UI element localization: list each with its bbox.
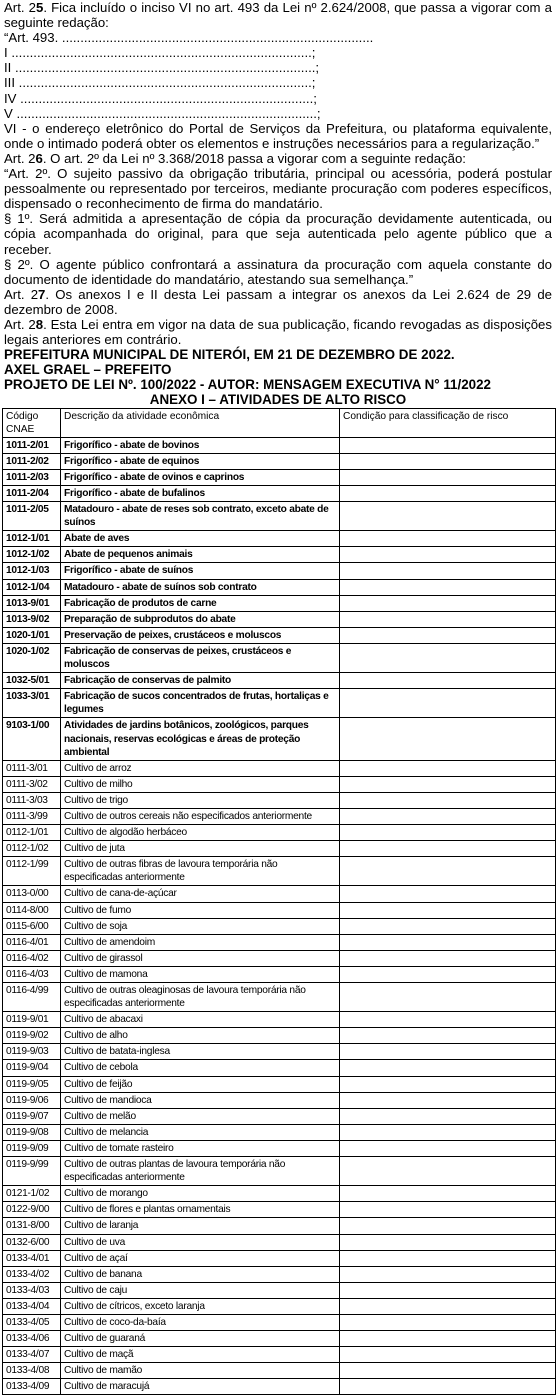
table-row xyxy=(3,776,556,792)
table-row xyxy=(3,934,556,950)
table-row xyxy=(3,579,556,595)
cnae-code-cell: 0119-9/07 xyxy=(3,1108,61,1124)
activity-description-cell: Matadouro - abate de reses sob contrato, exceto abate de suínos xyxy=(61,502,340,531)
activity-description-cell: Cultivo de juta xyxy=(61,841,340,857)
table-row xyxy=(3,611,556,627)
risk-condition-cell xyxy=(340,918,556,934)
table-row xyxy=(3,966,556,982)
paragraph: IV ................................................................................; xyxy=(4,90,317,106)
cnae-code-cell: 0116-4/02 xyxy=(3,950,61,966)
activity-description-cell: Atividades de jardins botânicos, zoológicos, parques nacionais, reservas ecológicas e áreas de proteção ambiental xyxy=(61,718,340,760)
risk-condition-cell xyxy=(340,1363,556,1379)
cnae-code-cell: 1020-1/01 xyxy=(3,627,61,643)
cnae-code-cell: 1032-5/01 xyxy=(3,673,61,689)
table-row xyxy=(3,983,556,1012)
cnae-code-cell: 1011-2/02 xyxy=(3,453,61,469)
risk-condition-cell xyxy=(340,1282,556,1298)
risk-condition-cell xyxy=(340,1092,556,1108)
activity-description-cell: Frigorífico - abate de equinos xyxy=(61,453,340,469)
article-text: . Esta Lei entra em vigor na data de sua publicação, ficando revogadas as disposições legais anteriores em contrário. xyxy=(4,316,552,348)
paragraph: “Art. 493. ..................................................................................... xyxy=(4,30,374,46)
activity-description-cell: Cultivo de alho xyxy=(61,1028,340,1044)
activity-description-cell: Cultivo de fumo xyxy=(61,902,340,918)
risk-condition-cell xyxy=(340,689,556,718)
risk-condition-cell xyxy=(340,611,556,627)
risk-condition-cell xyxy=(340,1202,556,1218)
cnae-code-cell: 1033-3/01 xyxy=(3,689,61,718)
cnae-code-cell: 0122-9/00 xyxy=(3,1202,61,1218)
cnae-code-cell: 0111-3/02 xyxy=(3,776,61,792)
activity-description-cell: Cultivo de outras fibras de lavoura temporária não especificadas anteriormente xyxy=(61,857,340,886)
risk-condition-cell xyxy=(340,1314,556,1330)
cnae-code-cell: 0133-4/01 xyxy=(3,1250,61,1266)
table-row xyxy=(3,808,556,824)
risk-condition-cell xyxy=(340,776,556,792)
activity-description-cell: Cultivo de banana xyxy=(61,1266,340,1282)
activity-description-cell: Abate de pequenos animais xyxy=(61,547,340,563)
article-prefix: Art. 2 xyxy=(4,286,39,302)
activity-description-cell: Cultivo de outros cereais não especificados anteriormente xyxy=(61,808,340,824)
risk-condition-cell xyxy=(340,902,556,918)
article-text: . Os anexos I e II desta Lei passam a integrar os anexos da Lei 2.624 de 29 de dezembro de 2008. xyxy=(4,286,553,317)
table-row xyxy=(3,486,556,502)
risk-condition-cell xyxy=(340,792,556,808)
article-prefix: Art. 2 xyxy=(4,316,36,332)
prefeitura-line: PREFEITURA MUNICIPAL DE NITERÓI, EM 21 DE DEZEMBRO DE 2022. xyxy=(4,347,455,363)
paragraph: II ..................................................................................; xyxy=(4,60,320,76)
table-row xyxy=(3,1363,556,1379)
risk-condition-cell xyxy=(340,1298,556,1314)
activity-description-cell: Cultivo de laranja xyxy=(61,1218,340,1234)
risk-condition-cell xyxy=(340,1157,556,1186)
paragraph: I ..................................................................................; xyxy=(4,45,316,61)
header-code: Código CNAE xyxy=(3,408,61,437)
table-row xyxy=(3,1234,556,1250)
activity-description-cell: Preparação de subprodutos do abate xyxy=(61,611,340,627)
activity-description-cell: Cultivo de melancia xyxy=(61,1124,340,1140)
risk-condition-cell xyxy=(340,1234,556,1250)
cnae-code-cell: 0133-4/05 xyxy=(3,1314,61,1330)
table-row xyxy=(3,1157,556,1186)
cnae-code-cell: 0119-9/02 xyxy=(3,1028,61,1044)
risk-condition-cell xyxy=(340,595,556,611)
activity-description-cell: Cultivo de cebola xyxy=(61,1060,340,1076)
activity-description-cell: Cultivo de amendoim xyxy=(61,934,340,950)
risk-condition-cell xyxy=(340,579,556,595)
cnae-code-cell: 0133-4/06 xyxy=(3,1331,61,1347)
risk-activities-table xyxy=(2,408,556,1395)
table-row xyxy=(3,1186,556,1202)
cnae-code-cell: 0119-9/05 xyxy=(3,1076,61,1092)
activity-description-cell: Cultivo de flores e plantas ornamentais xyxy=(61,1202,340,1218)
projeto-line: PROJETO DE LEI Nº. 100/2022 - AUTOR: MENSAGEM EXECUTIVA N° 11/2022 xyxy=(4,377,491,393)
prefeito-line: AXEL GRAEL – PREFEITO xyxy=(4,362,172,378)
activity-description-cell: Cultivo de coco-da-baía xyxy=(61,1314,340,1330)
cnae-code-cell: 0133-4/03 xyxy=(3,1282,61,1298)
risk-condition-cell xyxy=(340,886,556,902)
table-row xyxy=(3,1379,556,1395)
cnae-code-cell: 1012-1/03 xyxy=(3,563,61,579)
table-row xyxy=(3,437,556,453)
table-row xyxy=(3,1202,556,1218)
table-row xyxy=(3,1012,556,1028)
risk-condition-cell xyxy=(340,1347,556,1363)
risk-condition-cell xyxy=(340,1218,556,1234)
cnae-code-cell: 1011-2/01 xyxy=(3,437,61,453)
activity-description-cell: Cultivo de melão xyxy=(61,1108,340,1124)
activity-description-cell: Cultivo de maçã xyxy=(61,1347,340,1363)
risk-condition-cell xyxy=(340,841,556,857)
article-number-bold: 8 xyxy=(35,316,44,332)
risk-condition-cell xyxy=(340,857,556,886)
table-row xyxy=(3,1108,556,1124)
activity-description-cell: Cultivo de batata-inglesa xyxy=(61,1044,340,1060)
activity-description-cell: Cultivo de girassol xyxy=(61,950,340,966)
paragraph: § 1º. Será admitida a apresentação de cópia da procuração devidamente autenticada, ou cópia acompanhada do original, para que seja autenticada pelo agente público que a receber. xyxy=(4,211,552,257)
activity-description-cell: Cultivo de caju xyxy=(61,1282,340,1298)
cnae-code-cell: 1011-2/05 xyxy=(3,502,61,531)
risk-condition-cell xyxy=(340,1266,556,1282)
cnae-code-cell: 0111-3/03 xyxy=(3,792,61,808)
activity-description-cell: Cultivo de milho xyxy=(61,776,340,792)
table-row xyxy=(3,1347,556,1363)
cnae-code-cell: 0116-4/01 xyxy=(3,934,61,950)
cnae-code-cell: 1012-1/04 xyxy=(3,579,61,595)
table-row xyxy=(3,825,556,841)
risk-condition-cell xyxy=(340,1108,556,1124)
cnae-code-cell: 0111-3/99 xyxy=(3,808,61,824)
cnae-code-cell: 1011-2/03 xyxy=(3,469,61,485)
activity-description-cell: Frigorífico - abate de bufalinos xyxy=(61,486,340,502)
table-row xyxy=(3,1298,556,1314)
table-row xyxy=(3,718,556,760)
table-row xyxy=(3,1282,556,1298)
risk-condition-cell xyxy=(340,563,556,579)
activity-description-cell: Cultivo de guaraná xyxy=(61,1331,340,1347)
article-number-bold: 6 xyxy=(35,150,43,166)
activity-description-cell: Cultivo de maracujá xyxy=(61,1379,340,1395)
article-text: . O art. 2º da Lei nº 3.368/2018 passa a vigorar com a seguinte redação: xyxy=(42,150,466,166)
risk-condition-cell xyxy=(340,808,556,824)
table-row xyxy=(3,453,556,469)
risk-condition-cell xyxy=(340,547,556,563)
activity-description-cell: Cultivo de mamão xyxy=(61,1363,340,1379)
cnae-code-cell: 1012-1/02 xyxy=(3,547,61,563)
activity-description-cell: Frigorífico - abate de ovinos e caprinos xyxy=(61,469,340,485)
cnae-code-cell: 0116-4/99 xyxy=(3,983,61,1012)
activity-description-cell: Cultivo de morango xyxy=(61,1186,340,1202)
header-condition: Condição para classificação de risco xyxy=(340,408,556,437)
cnae-code-cell: 0112-1/02 xyxy=(3,841,61,857)
risk-condition-cell xyxy=(340,760,556,776)
cnae-code-cell: 0112-1/01 xyxy=(3,825,61,841)
risk-condition-cell xyxy=(340,1379,556,1395)
paragraph xyxy=(4,287,552,317)
cnae-code-cell: 0133-4/07 xyxy=(3,1347,61,1363)
paragraph xyxy=(4,317,552,347)
activity-description-cell: Matadouro - abate de suínos sob contrato xyxy=(61,579,340,595)
risk-condition-cell xyxy=(340,718,556,760)
activity-description-cell: Preservação de peixes, crustáceos e moluscos xyxy=(61,627,340,643)
table-row xyxy=(3,902,556,918)
risk-condition-cell xyxy=(340,1186,556,1202)
activity-description-cell: Cultivo de cítricos, exceto laranja xyxy=(61,1298,340,1314)
cnae-code-cell: 0131-8/00 xyxy=(3,1218,61,1234)
cnae-code-cell: 0119-9/01 xyxy=(3,1012,61,1028)
cnae-code-cell: 1011-2/04 xyxy=(3,486,61,502)
anexo-title: ANEXO I – ATIVIDADES DE ALTO RISCO xyxy=(149,392,407,408)
table-row xyxy=(3,502,556,531)
table-row xyxy=(3,627,556,643)
cnae-code-cell: 0111-3/01 xyxy=(3,760,61,776)
cnae-code-cell: 0119-9/03 xyxy=(3,1044,61,1060)
risk-condition-cell xyxy=(340,486,556,502)
paragraph: § 2º. O agente público confrontará a assinatura da procuração com aquela constante do documento de identidade do mandatário, atestando sua semelhança.” xyxy=(4,256,552,287)
risk-condition-cell xyxy=(340,1076,556,1092)
activity-description-cell: Cultivo de outras oleaginosas de lavoura temporária não especificadas anteriormente xyxy=(61,983,340,1012)
table-row xyxy=(3,1331,556,1347)
cnae-code-cell: 0119-9/04 xyxy=(3,1060,61,1076)
activity-description-cell: Cultivo de mandioca xyxy=(61,1092,340,1108)
table-row xyxy=(3,595,556,611)
risk-condition-cell xyxy=(340,627,556,643)
table-row xyxy=(3,792,556,808)
paragraph: VI - o endereço eletrônico do Portal de Serviços da Prefeitura, ou plataforma equivalente, onde o intimado poderá obter os elementos e instruções necessários para a regularização.” xyxy=(4,120,552,151)
table-row xyxy=(3,689,556,718)
table-row xyxy=(3,1266,556,1282)
table-row xyxy=(3,1028,556,1044)
activity-description-cell: Cultivo de trigo xyxy=(61,792,340,808)
risk-condition-cell xyxy=(340,643,556,672)
table-header-row xyxy=(3,408,556,437)
cnae-code-cell: 0112-1/99 xyxy=(3,857,61,886)
activity-description-cell: Fabricação de produtos de carne xyxy=(61,595,340,611)
header-description: Descrição da atividade econômica xyxy=(61,408,340,437)
table-row xyxy=(3,1250,556,1266)
article-text: . Fica incluído o inciso VI no art. 493 da Lei nº 2.624/2008, que passa a vigorar com a seguinte redação: xyxy=(4,0,553,31)
cnae-code-cell: 0119-9/06 xyxy=(3,1092,61,1108)
article-number-bold: 7 xyxy=(38,286,46,302)
table-row xyxy=(3,760,556,776)
cnae-code-cell: 0116-4/03 xyxy=(3,966,61,982)
risk-condition-cell xyxy=(340,1331,556,1347)
cnae-code-cell: 0119-9/08 xyxy=(3,1124,61,1140)
table-row xyxy=(3,1092,556,1108)
table-row xyxy=(3,1076,556,1092)
table-row xyxy=(3,531,556,547)
article-prefix: Art. 2 xyxy=(4,0,36,15)
table-row xyxy=(3,841,556,857)
activity-description-cell: Frigorífico - abate de suínos xyxy=(61,563,340,579)
risk-condition-cell xyxy=(340,1012,556,1028)
article-prefix: Art. 2 xyxy=(4,150,36,166)
activity-description-cell: Cultivo de algodão herbáceo xyxy=(61,825,340,841)
activity-description-cell: Fabricação de conservas de palmito xyxy=(61,673,340,689)
cnae-code-cell: 0115-6/00 xyxy=(3,918,61,934)
risk-condition-cell xyxy=(340,1140,556,1156)
risk-condition-cell xyxy=(340,437,556,453)
paragraph xyxy=(4,151,552,166)
cnae-code-cell: 1013-9/02 xyxy=(3,611,61,627)
table-row xyxy=(3,469,556,485)
cnae-code-cell: 0119-9/09 xyxy=(3,1140,61,1156)
activity-description-cell: Cultivo de soja xyxy=(61,918,340,934)
table-row xyxy=(3,950,556,966)
table-row xyxy=(3,563,556,579)
activity-description-cell: Abate de aves xyxy=(61,531,340,547)
table-row xyxy=(3,1314,556,1330)
cnae-code-cell: 0133-4/08 xyxy=(3,1363,61,1379)
risk-condition-cell xyxy=(340,1044,556,1060)
activity-description-cell: Cultivo de mamona xyxy=(61,966,340,982)
risk-condition-cell xyxy=(340,1250,556,1266)
cnae-code-cell: 1013-9/01 xyxy=(3,595,61,611)
activity-description-cell: Cultivo de arroz xyxy=(61,760,340,776)
table-row xyxy=(3,1060,556,1076)
cnae-code-cell: 0132-6/00 xyxy=(3,1234,61,1250)
cnae-code-cell: 0133-4/04 xyxy=(3,1298,61,1314)
table-row xyxy=(3,1140,556,1156)
table-row xyxy=(3,918,556,934)
paragraph: III ................................................................................; xyxy=(4,75,316,91)
activity-description-cell: Cultivo de outras plantas de lavoura temporária não especificadas anteriormente xyxy=(61,1157,340,1186)
cnae-code-cell: 0114-8/00 xyxy=(3,902,61,918)
table-row xyxy=(3,547,556,563)
activity-description-cell: Cultivo de tomate rasteiro xyxy=(61,1140,340,1156)
article-number-bold: 5 xyxy=(35,0,44,15)
risk-condition-cell xyxy=(340,825,556,841)
risk-condition-cell xyxy=(340,950,556,966)
risk-condition-cell xyxy=(340,1060,556,1076)
cnae-code-cell: 0113-0/00 xyxy=(3,886,61,902)
paragraph xyxy=(4,0,552,30)
cnae-code-cell: 0119-9/99 xyxy=(3,1157,61,1186)
cnae-code-cell: 0133-4/09 xyxy=(3,1379,61,1395)
risk-condition-cell xyxy=(340,1124,556,1140)
activity-description-cell: Fabricação de conservas de peixes, crustáceos e moluscos xyxy=(61,643,340,672)
table-row xyxy=(3,643,556,672)
cnae-code-cell: 0133-4/02 xyxy=(3,1266,61,1282)
cnae-code-cell: 1012-1/01 xyxy=(3,531,61,547)
cnae-code-cell: 9103-1/00 xyxy=(3,718,61,760)
law-text xyxy=(0,0,556,347)
paragraph: “Art. 2º. O sujeito passivo da obrigação tributária, principal ou acessória, poderá postular pessoalmente ou representado por terceiros, mediante procuração com poderes específicos, dispensado o reconhecimento de firma do mandatário. xyxy=(4,166,552,212)
table-row xyxy=(3,1218,556,1234)
cnae-code-cell: 1020-1/02 xyxy=(3,643,61,672)
risk-condition-cell xyxy=(340,673,556,689)
activity-description-cell: Cultivo de cana-de-açúcar xyxy=(61,886,340,902)
table-row xyxy=(3,673,556,689)
paragraph: V ..................................................................................; xyxy=(4,105,321,121)
activity-description-cell: Cultivo de abacaxi xyxy=(61,1012,340,1028)
activity-description-cell: Cultivo de feijão xyxy=(61,1076,340,1092)
risk-condition-cell xyxy=(340,502,556,531)
risk-condition-cell xyxy=(340,934,556,950)
activity-description-cell: Fabricação de sucos concentrados de frutas, hortaliças e legumes xyxy=(61,689,340,718)
activity-description-cell: Frigorífico - abate de bovinos xyxy=(61,437,340,453)
risk-condition-cell xyxy=(340,469,556,485)
risk-condition-cell xyxy=(340,531,556,547)
cnae-code-cell: 0121-1/02 xyxy=(3,1186,61,1202)
risk-condition-cell xyxy=(340,966,556,982)
risk-condition-cell xyxy=(340,983,556,1012)
activity-description-cell: Cultivo de uva xyxy=(61,1234,340,1250)
table-row xyxy=(3,1044,556,1060)
table-row xyxy=(3,857,556,886)
table-row xyxy=(3,886,556,902)
risk-condition-cell xyxy=(340,1028,556,1044)
table-row xyxy=(3,1124,556,1140)
activity-description-cell: Cultivo de açaí xyxy=(61,1250,340,1266)
risk-condition-cell xyxy=(340,453,556,469)
signature-block xyxy=(0,347,556,407)
